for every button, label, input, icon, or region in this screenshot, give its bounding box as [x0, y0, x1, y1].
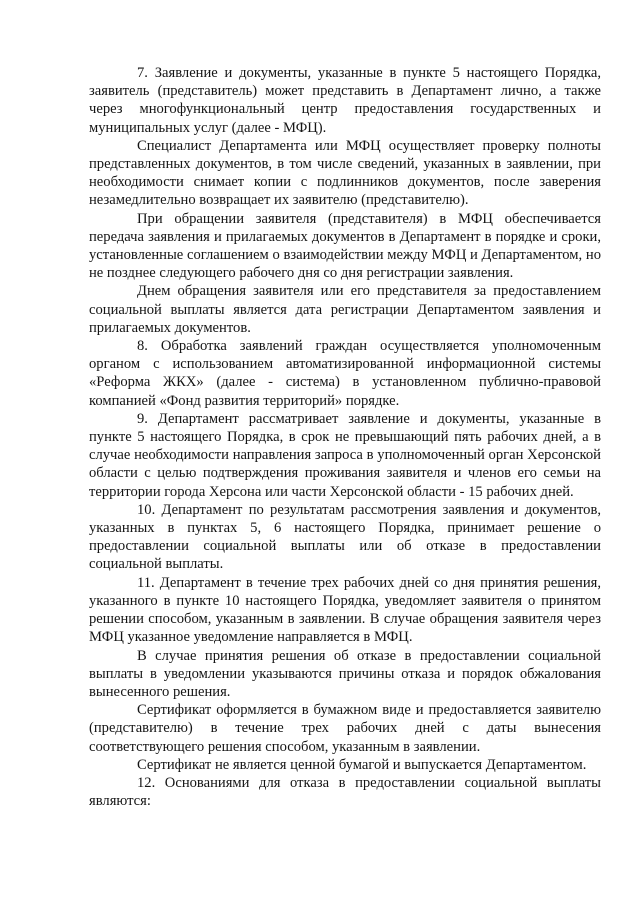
paragraph-11-refusal: В случае принятия решения об отказе в предоставлении социальной выплаты в уведомлении указываются причины отказа и порядок обжалования вынесенного решения.	[89, 647, 601, 700]
paragraph-8: 8. Обработка заявлений граждан осуществляется уполномоченным органом с использованием автоматизированной информационной системы «Реформа ЖКХ» (далее - система) в установленном публично-правовой компанией «Фонд развития территорий» порядке.	[89, 338, 601, 409]
document-body	[89, 64, 601, 810]
paragraph-12: 12. Основаниями для отказа в предоставлении социальной выплаты являются:	[89, 774, 601, 810]
paragraph-7-mfc-transfer: При обращении заявителя (представителя) в МФЦ обеспечивается передача заявления и прилагаемых документов в Департамент в порядке и сроки, установленные соглашением о взаимодействии между МФЦ и Департаментом, но не позднее следующего рабочего дня со дня регистрации заявления.	[89, 210, 601, 282]
paragraph-11-certificate-status: Сертификат не является ценной бумагой и выпускается Департаментом.	[137, 756, 587, 773]
paragraph-7-verification: Специалист Департамента или МФЦ осуществляет проверку полноты представленных документов, в том числе сведений, указанных в заявлении, при необходимости снимает копии с подлинников документов, после заверения незамедлительно возвращает их заявителю (представителю).	[89, 137, 601, 209]
paragraph-9: 9. Департамент рассматривает заявление и документы, указанные в пункте 5 настоящего Порядка, в срок не превышающий пять рабочих дней, а в случае необходимости направления запроса в уполномоченный орган Херсонской области с целью подтверждения проживания заявителя и членов его семьи на территории города Херсона или части Херсонской области - 15 рабочих дней.	[89, 410, 601, 500]
paragraph-11-certificate: Сертификат оформляется в бумажном виде и предоставляется заявителю (представителю) в течение трех рабочих дней с даты вынесения соответствующего решения способом, указанным в заявлении.	[89, 702, 601, 755]
paragraph-7-application-date: Днем обращения заявителя или его представителя за предоставлением социальной выплаты является дата регистрации Департаментом заявления и прилагаемых документов.	[89, 283, 601, 336]
paragraph-10: 10. Департамент по результатам рассмотрения заявления и документов, указанных в пунктах 5, 6 настоящего Порядка, принимает решение о предоставлении социальной выплаты или об отказе в предоставлении социальной выплаты.	[89, 501, 601, 573]
paragraph-7: 7. Заявление и документы, указанные в пункте 5 настоящего Порядка, заявитель (представитель) может представить в Департамент лично, а также через многофункциональный центр предоставления государственных и муниципальных услуг (далее - МФЦ).	[89, 65, 601, 136]
paragraph-11: 11. Департамент в течение трех рабочих дней со дня принятия решения, указанного в пункте 10 настоящего Порядка, уведомляет заявителя о принятом решении способом, указанным в заявлении. В случае обращения заявителя через МФЦ указанное уведомление направляется в МФЦ.	[89, 574, 601, 646]
